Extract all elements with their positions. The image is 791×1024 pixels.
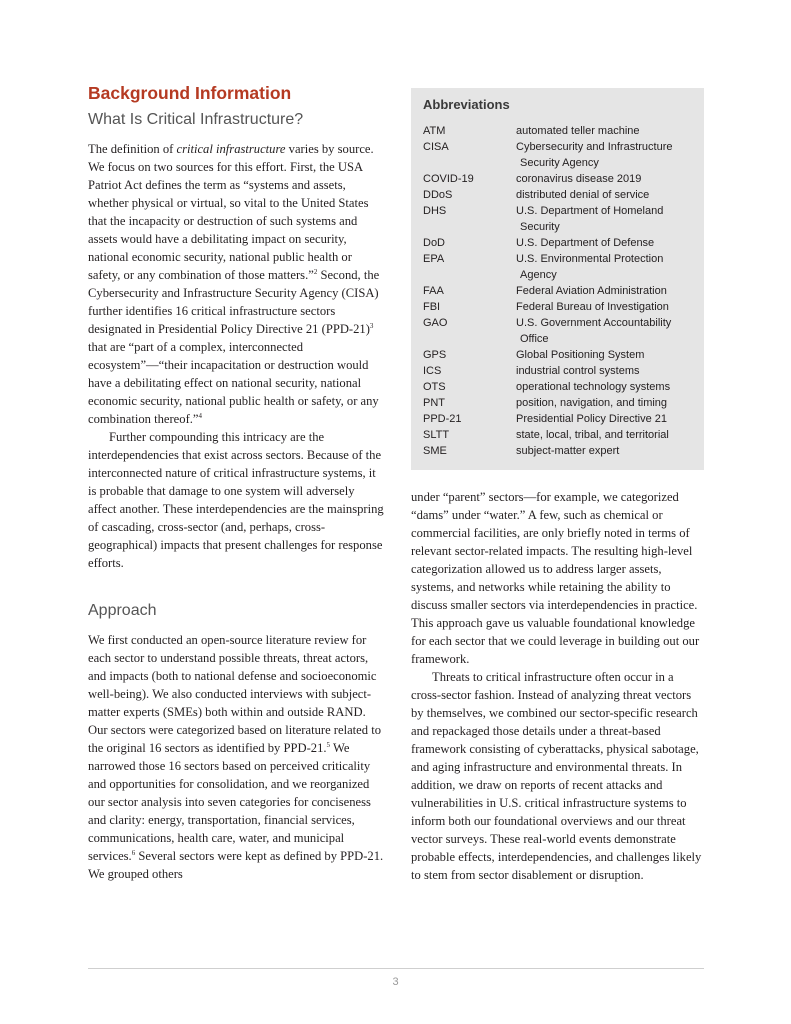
footnote-ref: 3 xyxy=(369,322,374,330)
abbreviation-definition xyxy=(516,283,701,299)
abbreviation-definition xyxy=(516,139,701,171)
abbreviation-definition xyxy=(516,251,701,283)
abbreviation-row xyxy=(423,203,701,235)
definition-line: position, navigation, and timing xyxy=(516,397,668,409)
abbreviation-term: FAA xyxy=(423,285,444,297)
text-run: We first conducted an open-source literature review for each sector to understand possible threats, threat actors, and impacts (both to national defense and socioeconomic well-being). We also conducted interviews with subject-matter experts (SMEs) both within and outside RAND. Our sectors were categorized based on literature related to the original 16 sectors as identified by PPD-21. xyxy=(88,633,382,755)
abbreviation-definition xyxy=(516,187,701,203)
abbreviation-definition xyxy=(516,203,701,235)
abbreviation-term: PPD-21 xyxy=(423,413,462,425)
abbreviation-term: FBI xyxy=(423,301,441,313)
abbreviation-row xyxy=(423,299,701,315)
subheading-approach: Approach xyxy=(88,602,157,619)
definition-line: industrial control systems xyxy=(516,365,640,377)
abbreviation-definition xyxy=(516,427,701,443)
text-run: that are “part of a complex, interconnected ecosystem”—“their incapacitation or destruction would have a debilitating effect on national security, national economic security, national public health or safety, or any combination thereof.” xyxy=(88,340,379,426)
paragraph-definition xyxy=(88,140,384,428)
abbreviation-row xyxy=(423,187,701,203)
footnote-ref: 4 xyxy=(198,412,203,420)
footnote-ref: 5 xyxy=(326,741,331,749)
definition-continuation: Agency xyxy=(520,269,557,281)
abbreviation-definition xyxy=(516,395,701,411)
definition-line: U.S. Environmental Protection xyxy=(516,253,664,265)
abbreviations-box xyxy=(411,88,704,470)
abbreviation-definition xyxy=(516,299,701,315)
text-run: Second, the Cybersecurity and Infrastructure Security Agency (CISA) further identifies 16 critical infrastructure sectors designated in Presidential Policy Directive 21 (PPD-21) xyxy=(88,268,380,336)
definition-line: Cybersecurity and Infrastructure xyxy=(516,141,673,153)
abbreviation-term: COVID-19 xyxy=(423,173,474,185)
abbreviation-term: PNT xyxy=(423,397,445,409)
abbreviation-definition xyxy=(516,171,701,187)
abbreviation-row xyxy=(423,443,701,459)
abbreviation-definition xyxy=(516,379,701,395)
abbreviation-row xyxy=(423,427,701,443)
abbreviations-title: Abbreviations xyxy=(423,97,510,112)
abbreviation-definition xyxy=(516,347,701,363)
abbreviations-list xyxy=(423,123,701,459)
paragraph-interdependencies: Further compounding this intricacy are the interdependencies that exist across sectors. Because of the interconnected nature of critical infrastructure systems, it is probable that damage to one system will adversely affect another. These interdependencies are the mainspring of cascading, cross-sector (and, perhaps, cross-geographical) impacts that present challenges for response efforts. xyxy=(88,430,384,570)
abbreviation-term: SME xyxy=(423,445,447,457)
abbreviation-definition xyxy=(516,363,701,379)
abbreviation-term: DoD xyxy=(423,237,446,249)
left-column xyxy=(88,82,384,883)
abbreviation-row xyxy=(423,315,701,347)
abbreviation-term: EPA xyxy=(423,253,445,265)
abbreviation-row xyxy=(423,411,701,427)
abbreviation-row xyxy=(423,379,701,395)
text-run: Several sectors were kept as defined by PPD-21. We grouped others xyxy=(88,849,384,881)
definition-line: distributed denial of service xyxy=(516,189,650,201)
abbreviation-row xyxy=(423,171,701,187)
definition-line: operational technology systems xyxy=(516,381,671,393)
abbreviation-row xyxy=(423,123,701,139)
abbreviation-definition xyxy=(516,411,701,427)
abbreviation-row xyxy=(423,251,701,283)
abbreviation-term: GPS xyxy=(423,349,447,361)
text-run: varies by source. We focus on two sources for this effort. First, the USA Patriot Act defines the term as “systems and assets, whether physical or virtual, so vital to the United States that the incapacity or destruction of such systems and assets would have a debilitating impact on security, national economic security, national public health or safety, or any combination of those matters.” xyxy=(88,142,374,282)
abbreviation-row xyxy=(423,395,701,411)
abbreviation-row xyxy=(423,363,701,379)
footnote-ref: 2 xyxy=(313,268,318,276)
abbreviation-definition xyxy=(516,443,701,459)
definition-line: U.S. Government Accountability xyxy=(516,317,672,329)
definition-line: subject-matter expert xyxy=(516,445,620,457)
abbreviation-row xyxy=(423,235,701,251)
abbreviation-term: OTS xyxy=(423,381,446,393)
definition-line: Federal Bureau of Investigation xyxy=(516,301,669,313)
definition-line: Global Positioning System xyxy=(516,349,645,361)
abbreviation-row xyxy=(423,347,701,363)
emphasis-term: critical infrastructure xyxy=(176,142,286,156)
definition-line: Federal Aviation Administration xyxy=(516,285,667,297)
footnote-ref: 6 xyxy=(131,849,136,857)
abbreviation-term: SLTT xyxy=(423,429,450,441)
definition-line: Presidential Policy Directive 21 xyxy=(516,413,668,425)
definition-line: U.S. Department of Homeland xyxy=(516,205,664,217)
definition-line: state, local, tribal, and territorial xyxy=(516,429,669,441)
footer-divider xyxy=(88,968,704,969)
definition-line: automated teller machine xyxy=(516,125,640,137)
abbreviation-definition xyxy=(516,315,701,347)
abbreviation-row xyxy=(423,283,701,299)
text-run: The definition of xyxy=(88,142,177,156)
abbreviation-term: CISA xyxy=(423,141,449,153)
abbreviation-row xyxy=(423,139,701,171)
definition-continuation: Office xyxy=(520,333,549,345)
subheading-critical-infrastructure: What Is Critical Infrastructure? xyxy=(88,111,304,128)
abbreviation-term: DHS xyxy=(423,205,447,217)
abbreviation-definition xyxy=(516,123,701,139)
definition-continuation: Security Agency xyxy=(520,157,599,169)
definition-continuation: Security xyxy=(520,221,560,233)
right-column xyxy=(411,488,706,884)
definition-line: U.S. Department of Defense xyxy=(516,237,655,249)
section-heading: Background Information xyxy=(88,83,292,103)
paragraph-sector-grouping: under “parent” sectors—for example, we categorized “dams” under “water.” A few, such as chemical or commercial facilities, are only briefly noted in terms of relevant sector-related impacts. The resulting high-level categorization allowed us to address larger assets, systems, and networks while retaining the ability to discuss smaller sectors via interdependencies in practice. This approach gave us valuable foundational knowledge for each sector that we could leverage in building out our framework. xyxy=(411,490,700,666)
definition-line: coronavirus disease 2019 xyxy=(516,173,642,185)
abbreviation-term: GAO xyxy=(423,317,448,329)
paragraph-approach xyxy=(88,631,384,883)
abbreviation-term: ATM xyxy=(423,125,446,137)
text-run: We narrowed those 16 sectors based on perceived criticality and opportunities for consolidation, and we reorganized our sector analysis into seven categories for conciseness and clarity: energy, transportation, financial services, communications, health care, water, and municipal services. xyxy=(88,741,371,863)
paragraph-threats: Threats to critical infrastructure often occur in a cross-sector fashion. Instead of analyzing threat vectors by themselves, we combined our sector-specific research and repackaged those details under a threat-based framework consisting of cyberattacks, physical sabotage, and aging infrastructure and environmental threats. In addition, we draw on reports of recent attacks and vulnerabilities in U.S. critical infrastructure systems to inform both our foundational overviews and our threat vector surveys. These real-world events demonstrate probable effects, interdependencies, and challenges likely to stem from sector disablement or disruption. xyxy=(411,670,702,882)
abbreviation-term: ICS xyxy=(423,365,442,377)
abbreviation-term: DDoS xyxy=(423,189,453,201)
page-number: 3 xyxy=(392,976,399,988)
abbreviation-definition xyxy=(516,235,701,251)
